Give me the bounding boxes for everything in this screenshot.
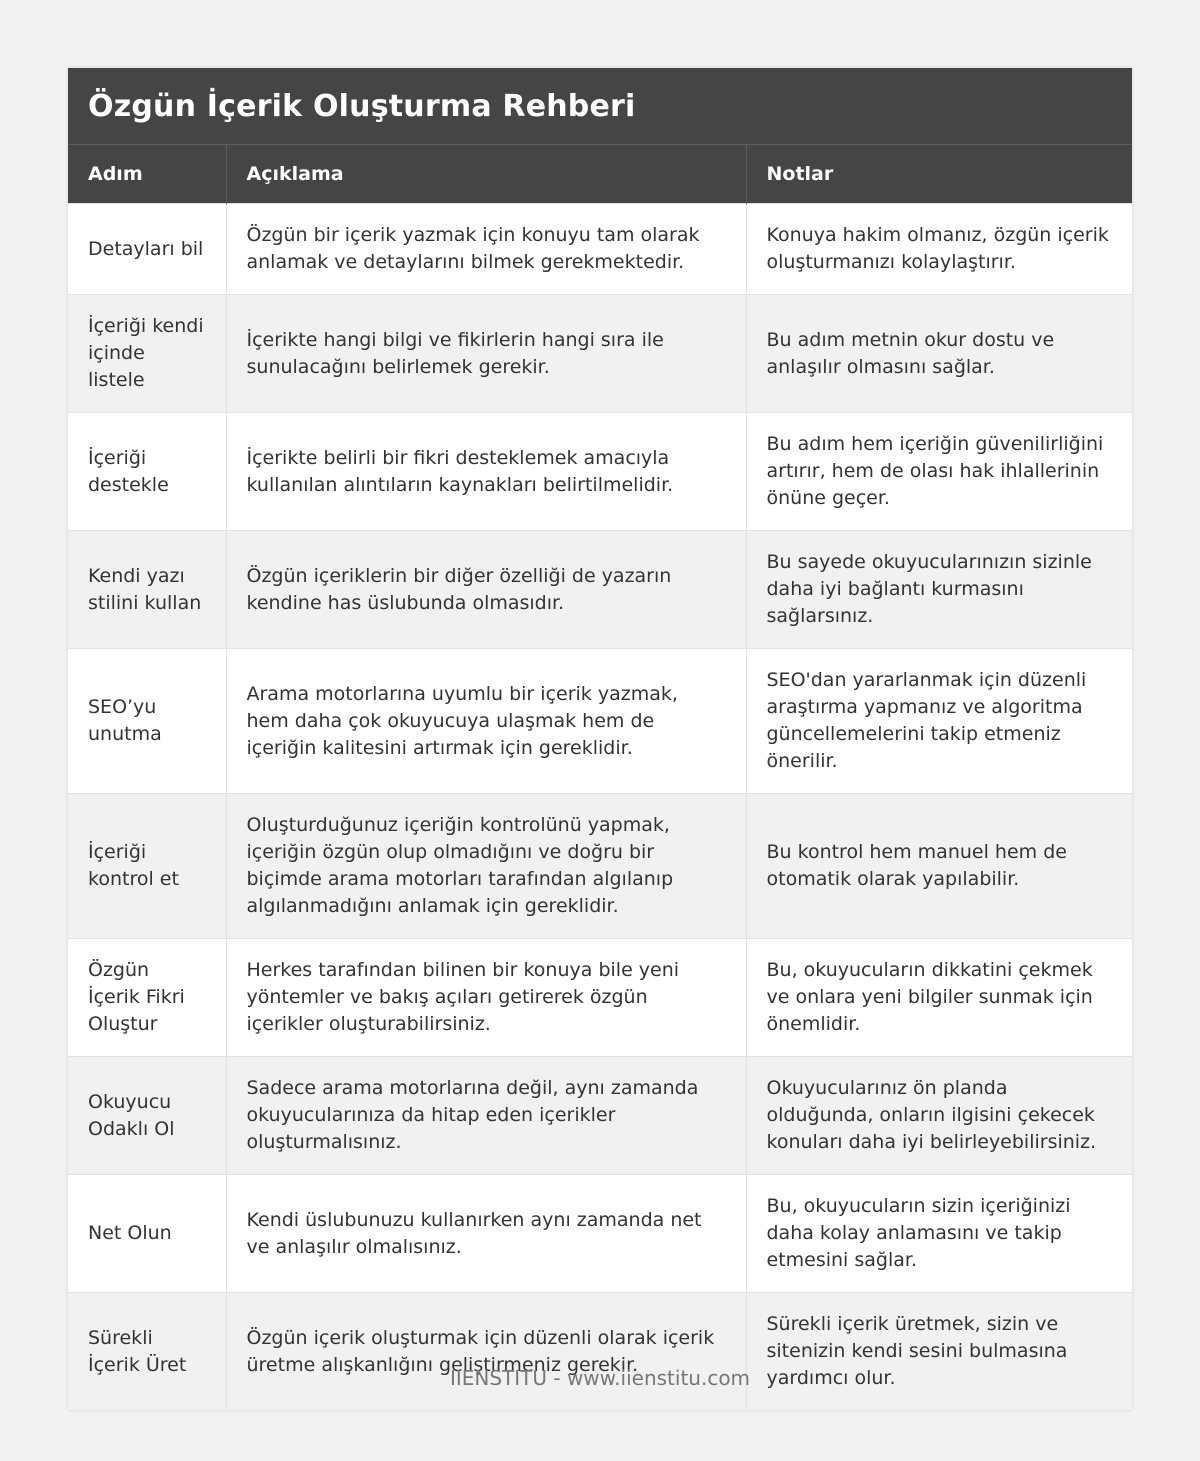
column-header-notes: Notlar	[746, 145, 1132, 204]
notes-cell: SEO'dan yararlanmak için düzenli araştırma yapmanız ve algoritma güncellemelerini takip etmeniz önerilir.	[746, 649, 1132, 794]
table-row	[68, 649, 1132, 794]
step-cell: Sürekli İçerik Üret	[68, 1293, 226, 1411]
step-cell: Kendi yazı stilini kullan	[68, 531, 226, 649]
table-row	[68, 295, 1132, 413]
table-row	[68, 531, 1132, 649]
step-cell: İçeriği kontrol et	[68, 794, 226, 939]
footer-credit: IIENSTITU - www.iienstitu.com	[449, 1366, 751, 1390]
column-header-step: Adım	[68, 145, 226, 204]
notes-cell: Bu kontrol hem manuel hem de otomatik olarak yapılabilir.	[746, 794, 1132, 939]
notes-cell: Okuyucularınız ön planda olduğunda, onların ilgisini çekecek konuları daha iyi belirleyebilirsiniz.	[746, 1057, 1132, 1175]
notes-cell: Bu, okuyucuların sizin içeriğinizi daha kolay anlamasını ve takip etmesini sağlar.	[746, 1175, 1132, 1293]
description-cell: İçerikte belirli bir fikri desteklemek amacıyla kullanılan alıntıların kaynakları belirtilmelidir.	[226, 413, 746, 531]
table-row	[68, 413, 1132, 531]
description-cell: İçerikte hangi bilgi ve fikirlerin hangi sıra ile sunulacağını belirlemek gerekir.	[226, 295, 746, 413]
description-cell: Özgün içerik oluşturmak için düzenli olarak içerik üretme alışkanlığını geliştirmeniz gerekir.	[226, 1293, 746, 1411]
step-cell: Okuyucu Odaklı Ol	[68, 1057, 226, 1175]
step-cell: SEO’yu unutma	[68, 649, 226, 794]
description-cell: Özgün içeriklerin bir diğer özelliği de yazarın kendine has üslubunda olmasıdır.	[226, 531, 746, 649]
description-cell: Kendi üslubunuzu kullanırken aynı zamanda net ve anlaşılır olmalısınız.	[226, 1175, 746, 1293]
guide-card	[68, 68, 1132, 1410]
notes-cell: Bu, okuyucuların dikkatini çekmek ve onlara yeni bilgiler sunmak için önemlidir.	[746, 939, 1132, 1057]
step-cell: Net Olun	[68, 1175, 226, 1293]
description-cell: Özgün bir içerik yazmak için konuyu tam olarak anlamak ve detaylarını bilmek gerekmektedir.	[226, 204, 746, 295]
column-header-description: Açıklama	[226, 145, 746, 204]
table-row	[68, 204, 1132, 295]
step-cell: İçeriği destekle	[68, 413, 226, 531]
notes-cell: Konuya hakim olmanız, özgün içerik oluşturmanızı kolaylaştırır.	[746, 204, 1132, 295]
table-row	[68, 1175, 1132, 1293]
description-cell: Herkes tarafından bilinen bir konuya bile yeni yöntemler ve bakış açıları getirerek özgün içerikler oluşturabilirsiniz.	[226, 939, 746, 1057]
notes-cell: Bu adım metnin okur dostu ve anlaşılır olmasını sağlar.	[746, 295, 1132, 413]
table-body	[68, 204, 1132, 1411]
step-cell: Özgün İçerik Fikri Oluştur	[68, 939, 226, 1057]
table-row	[68, 794, 1132, 939]
notes-cell: Bu adım hem içeriğin güvenilirliğini artırır, hem de olası hak ihlallerinin önüne geçer.	[746, 413, 1132, 531]
table-row	[68, 1293, 1132, 1411]
description-cell: Oluşturduğunuz içeriğin kontrolünü yapmak, içeriğin özgün olup olmadığını ve doğru bir biçimde arama motorları tarafından algılanıp algılanmadığını anlamak için gereklidir.	[226, 794, 746, 939]
guide-table	[68, 144, 1132, 1410]
table-header	[68, 145, 1132, 204]
page-title: Özgün İçerik Oluşturma Rehberi	[68, 68, 1132, 144]
notes-cell: Bu sayede okuyucularınızın sizinle daha iyi bağlantı kurmasını sağlarsınız.	[746, 531, 1132, 649]
table-row	[68, 939, 1132, 1057]
notes-cell: Sürekli içerik üretmek, sizin ve sitenizin kendi sesini bulmasına yardımcı olur.	[746, 1293, 1132, 1411]
step-cell: Detayları bil	[68, 204, 226, 295]
step-cell: İçeriği kendi içinde listele	[68, 295, 226, 413]
description-cell: Arama motorlarına uyumlu bir içerik yazmak, hem daha çok okuyucuya ulaşmak hem de içeriğin kalitesini artırmak için gereklidir.	[226, 649, 746, 794]
description-cell: Sadece arama motorlarına değil, aynı zamanda okuyucularınıza da hitap eden içerikler oluşturmalısınız.	[226, 1057, 746, 1175]
table-row	[68, 1057, 1132, 1175]
